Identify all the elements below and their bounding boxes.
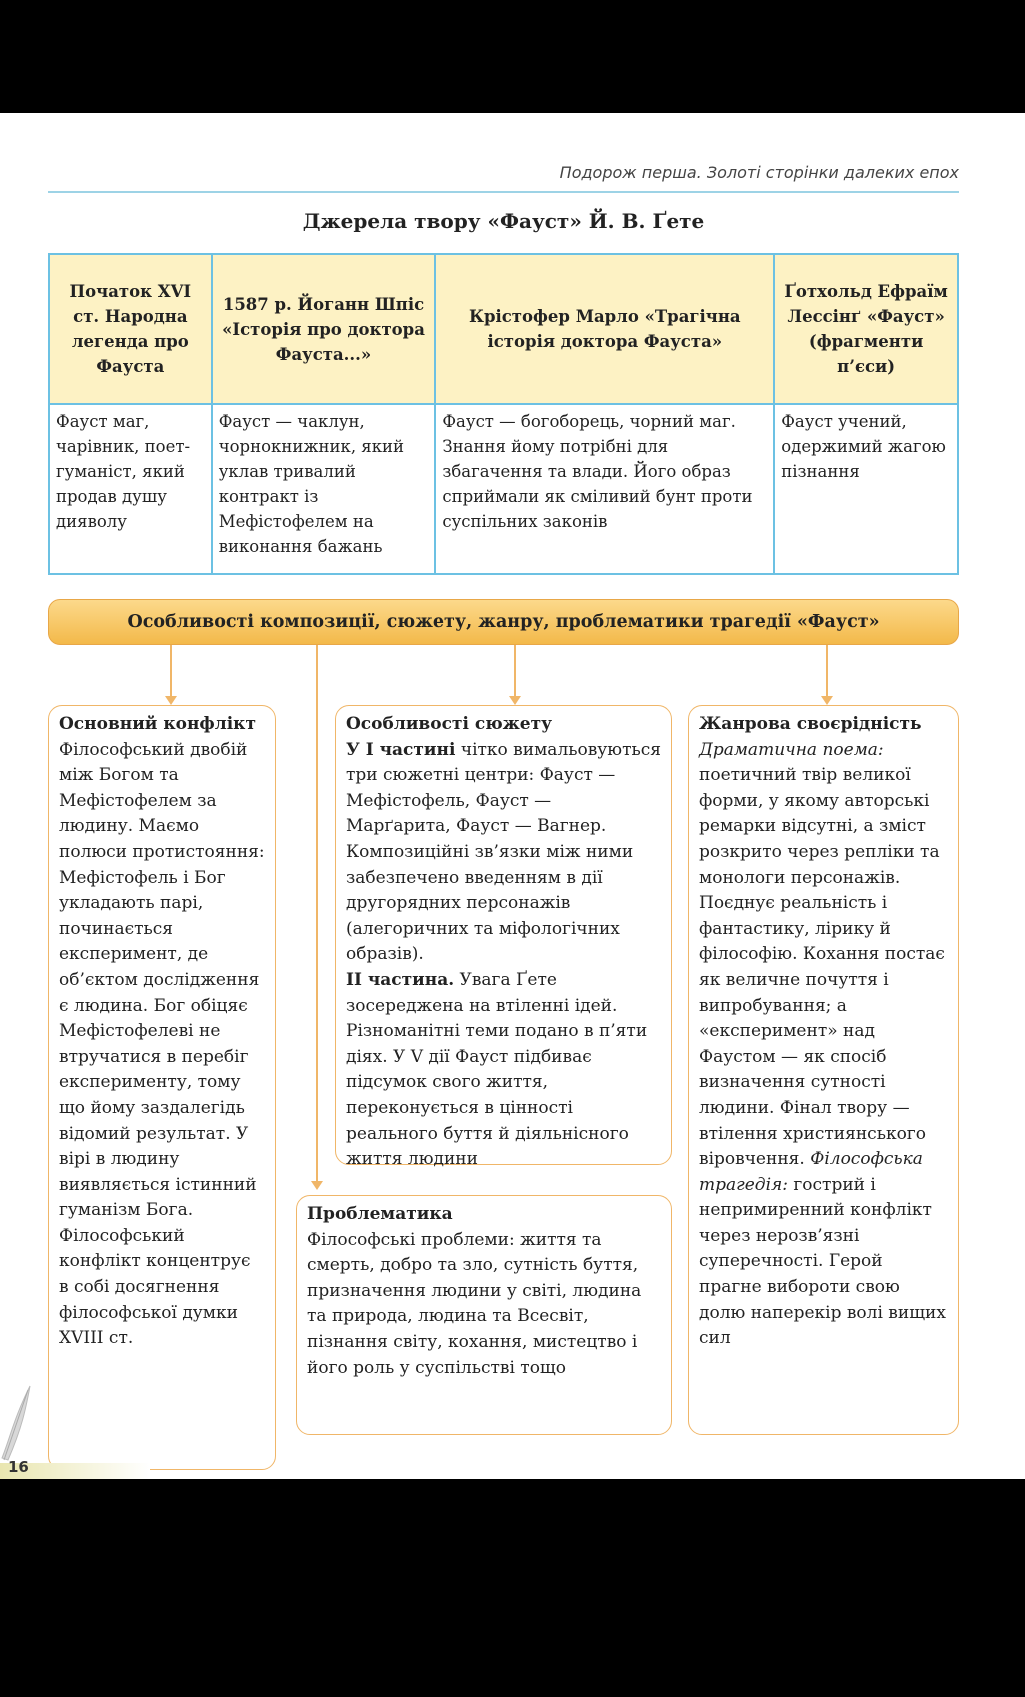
running-title: Подорож перша. Золоті сторінки далеких епох <box>559 163 959 182</box>
conflict-title: Основний конфлікт <box>59 714 256 734</box>
genre-text <box>699 738 948 1352</box>
table-header-row <box>49 254 958 404</box>
table-cell: Фауст маг, чарівник, поет-гуманіст, який продав душу дияволу <box>49 404 212 574</box>
problems-box <box>296 1195 672 1435</box>
table-header-cell: Ґотхольд Ефраїм Лессінґ «Фауст» (фрагменти п’єси) <box>774 254 958 404</box>
table-row <box>49 404 958 574</box>
page-number: 16 <box>8 1458 29 1476</box>
arrow-line <box>316 645 318 1185</box>
table-header-cell: Початок XVI ст. Народна легенда про Фауста <box>49 254 212 404</box>
arrow-line <box>170 645 172 700</box>
arrow-down-icon <box>311 1181 323 1190</box>
header-rule <box>48 191 959 193</box>
section-banner: Особливості композиції, сюжету, жанру, проблематики трагедії «Фауст» <box>48 599 959 645</box>
problems-title: Проблематика <box>307 1204 453 1224</box>
part2-label: ІІ частина. <box>346 969 455 990</box>
plot-text-2 <box>346 968 661 1173</box>
part2-text: Увага Ґете зосереджена на втіленні ідей. Різноманітні теми подано в п’яти діях. У V дії Фауст підбиває підсумок свого життя, переконується в цінності реального буття й діяльнісного життя людини <box>346 969 648 1170</box>
genre-box <box>688 705 959 1435</box>
table-cell: Фауст — богоборець, чорний маг. Знання йому потрібні для збагачення та влади. Його образ сприймали як сміливий бунт проти суспільних законів <box>435 404 774 574</box>
arrow-down-icon <box>165 696 177 705</box>
textbook-page <box>0 113 1025 1479</box>
plot-text <box>346 738 661 968</box>
table-cell: Фауст учений, одержимий жагою пізнання <box>774 404 958 574</box>
arrow-line <box>826 645 828 700</box>
arrow-line <box>514 645 516 700</box>
sources-table <box>48 253 959 575</box>
tragedy-text: гострий і непримиренний конфлікт через нерозв’язні суперечності. Герой прагне вибороти свою долю наперекір волі вищих сил <box>699 1174 946 1349</box>
table-cell: Фауст — чаклун, чорнокнижник, який уклав тривалий контракт із Мефістофелем на виконання бажань <box>212 404 436 574</box>
arrow-down-icon <box>821 696 833 705</box>
problems-text: Філософські проблеми: життя та смерть, добро та зло, сутність буття, призначення людини у світі, людина та природа, людина та Всесвіт, пізнання світу, кохання, мистецтво і його роль у суспільстві тощо <box>307 1229 642 1378</box>
table-header-cell: 1587 р. Йоганн Шпіс «Історія про доктора Фауста...» <box>212 254 436 404</box>
plot-title: Особливості сюжету <box>346 714 553 734</box>
conflict-box <box>48 705 276 1470</box>
drama-text: поетичний твір великої форми, у якому авторські ремарки відсутні, а зміст розкрито через репліки та монологи персонажів. Поєднує реальність і фантастику, лірику й філософію. Кохання постає як величне почуття і випробування; а «експеримент» над Фаустом — як спосіб визначення сутності людини. Фінал твору — втілення християнського віровчення. <box>699 765 945 1170</box>
table-title: Джерела твору «Фауст» Й. В. Ґете <box>302 209 705 233</box>
tragedy-label: Філософська трагедія: <box>699 1149 923 1195</box>
part1-text: чітко вимальовуються три сюжетні центри: Фауст — Мефістофель, Фауст — Марґарита, Фауст — Вагнер. Композиційні зв’язки між ними забезпечено введенням в дії другорядних персонажів (алегоричних та міфологічних образів). <box>346 739 662 965</box>
drama-label: Драматична поема: <box>699 739 884 760</box>
arrow-down-icon <box>509 696 521 705</box>
part1-label: У І частині <box>346 739 456 760</box>
feather-icon <box>0 1378 40 1463</box>
conflict-text: Філософський двобій між Богом та Мефістофелем за людину. Маємо полюси протистояння: Мефістофель і Бог укладають парі, починається експеримент, де об’єктом дослідження є людина. Бог обіцяє Мефістофелеві не втручатися в перебіг експерименту, тому що йому заздалегідь відомий результат. У вірі в людину виявляється істинний гуманізм Бога. Філософський конфлікт концентрує в собі досягнення філософської думки XVIII ст. <box>59 739 265 1349</box>
genre-title: Жанрова своєрідність <box>699 714 922 734</box>
table-header-cell: Крістофер Марло «Трагічна історія доктора Фауста» <box>435 254 774 404</box>
plot-box <box>335 705 672 1170</box>
